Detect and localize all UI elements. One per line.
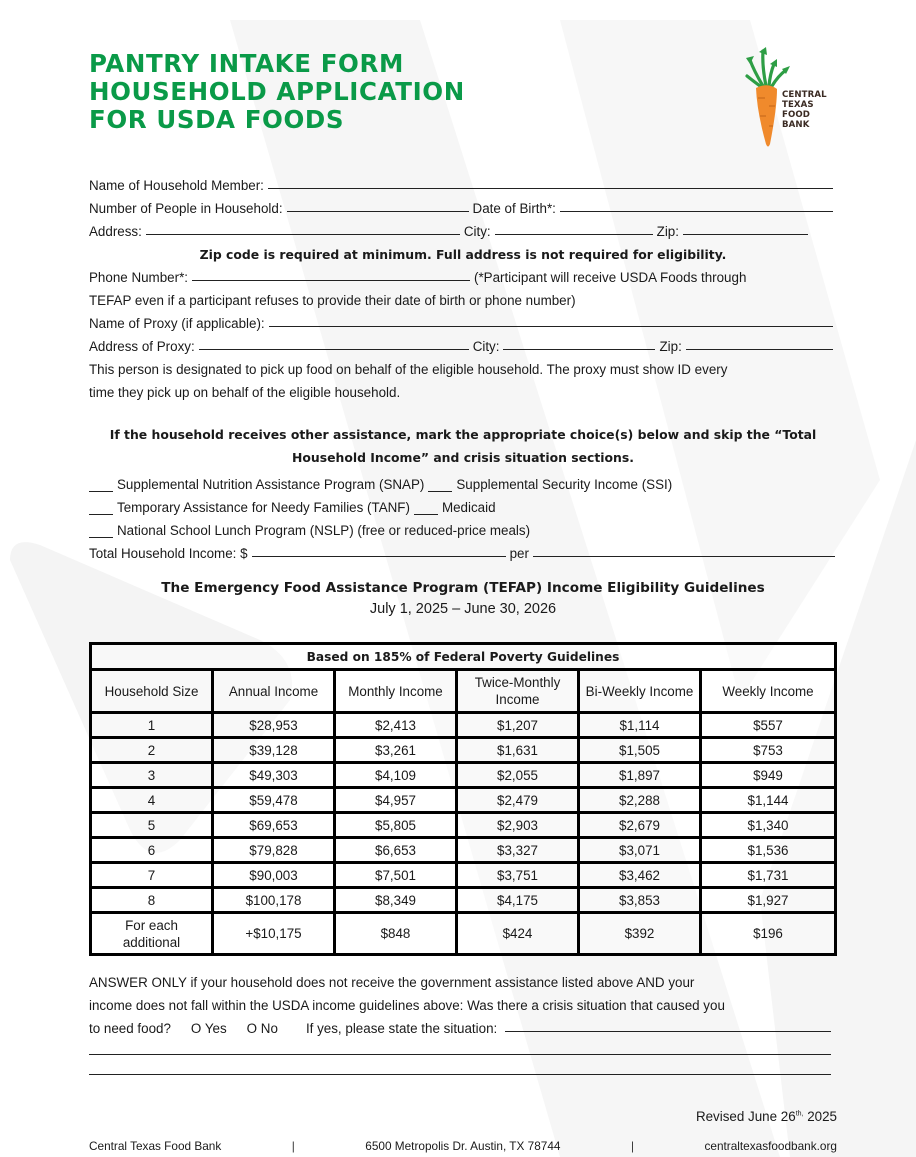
address-label: Address: — [89, 224, 142, 239]
title-line-1: PANTRY INTAKE FORM — [89, 49, 404, 78]
table-cell: $753 — [701, 738, 836, 763]
column-header: Weekly Income — [701, 670, 836, 713]
title-line-2: HOUSEHOLD APPLICATION — [89, 77, 465, 106]
address-row — [89, 216, 837, 239]
household-member-row — [89, 170, 837, 193]
proxy-address-row — [89, 331, 837, 354]
proxy-city-label: City: — [472, 339, 500, 354]
logo-text-line: TEXAS — [782, 100, 814, 110]
table-cell: For each additional — [91, 913, 213, 955]
guidelines-title: The Emergency Food Assistance Program (TEFAP) Income Eligibility Guidelines — [161, 580, 765, 596]
table-cell: $3,071 — [579, 838, 701, 863]
table-cell: $49,303 — [213, 763, 335, 788]
table-header-row — [91, 670, 836, 713]
income-period-field[interactable] — [533, 556, 835, 557]
table-cell: $1,631 — [457, 738, 579, 763]
table-cell: $424 — [457, 913, 579, 955]
table-row — [91, 738, 836, 763]
table-cell: $1,897 — [579, 763, 701, 788]
proxy-address-label: Address of Proxy: — [89, 339, 195, 354]
page-title — [89, 50, 465, 134]
table-cell: $2,288 — [579, 788, 701, 813]
table-cell: $3,751 — [457, 863, 579, 888]
table-cell: 2 — [91, 738, 213, 763]
phone-field[interactable] — [192, 280, 470, 281]
revised-sup: th, — [795, 1110, 804, 1118]
table-cell: $28,953 — [213, 713, 335, 738]
proxy-name-row — [89, 308, 837, 331]
people-dob-row — [89, 193, 837, 216]
revised-year: 2025 — [803, 1109, 837, 1124]
table-cell: $4,109 — [335, 763, 457, 788]
table-row — [91, 838, 836, 863]
medicaid-label: Medicaid — [441, 500, 496, 515]
situation-line-2[interactable] — [89, 1054, 831, 1055]
table-cell: $1,114 — [579, 713, 701, 738]
footer-separator: | — [630, 1139, 635, 1153]
phone-label: Phone Number*: — [89, 270, 188, 285]
table-row — [91, 888, 836, 913]
nslp-checkbox-blank[interactable] — [89, 536, 113, 538]
logo-text-line: BANK — [782, 120, 810, 130]
table-cell: $2,679 — [579, 813, 701, 838]
phone-note: (*Participant will receive USDA Foods through — [474, 270, 747, 285]
assistance-row-3 — [89, 515, 837, 538]
assistance-heading — [89, 423, 837, 469]
assistance-heading-line-2: Household Income” and crisis situation sections. — [292, 450, 634, 465]
table-cell: $2,055 — [457, 763, 579, 788]
column-header: Household Size — [91, 670, 213, 713]
table-cell: 7 — [91, 863, 213, 888]
zip-note: Zip code is required at minimum. Full address is not required for eligibility. — [199, 247, 727, 262]
address-field[interactable] — [146, 234, 460, 235]
snap-label: Supplemental Nutrition Assistance Program (SNAP) — [117, 477, 425, 492]
table-cell: $59,478 — [213, 788, 335, 813]
medicaid-checkbox-blank[interactable] — [414, 513, 438, 515]
household-member-label: Name of Household Member: — [89, 178, 264, 193]
table-cell: $3,462 — [579, 863, 701, 888]
no-radio[interactable]: O No — [246, 1021, 278, 1036]
table-cell: $1,731 — [701, 863, 836, 888]
table-row — [91, 788, 836, 813]
situation-label: If yes, please state the situation: — [305, 1021, 498, 1036]
table-cell: $39,128 — [213, 738, 335, 763]
guidelines-dates: July 1, 2025 – June 30, 2026 — [369, 601, 557, 617]
proxy-city-field[interactable] — [503, 349, 655, 350]
table-cell: $79,828 — [213, 838, 335, 863]
household-income-label: Total Household Income: $ — [89, 546, 248, 561]
zip-label: Zip: — [656, 224, 679, 239]
column-header: Bi-Weekly Income — [579, 670, 701, 713]
table-cell: 6 — [91, 838, 213, 863]
table-caption: Based on 185% of Federal Poverty Guidelines — [91, 644, 836, 670]
table-row — [91, 713, 836, 738]
people-in-household-field[interactable] — [287, 211, 469, 212]
table-cell: $7,501 — [335, 863, 457, 888]
table-cell: $1,144 — [701, 788, 836, 813]
people-in-household-label: Number of People in Household: — [89, 201, 283, 216]
table-cell: $1,927 — [701, 888, 836, 913]
column-header: Monthly Income — [335, 670, 457, 713]
situation-field[interactable] — [505, 1031, 831, 1032]
proxy-zip-label: Zip: — [659, 339, 682, 354]
crisis-question: to need food? — [89, 1021, 171, 1036]
yes-radio[interactable]: O Yes — [190, 1021, 227, 1036]
household-income-field[interactable] — [252, 556, 506, 557]
table-cell: $392 — [579, 913, 701, 955]
food-bank-logo — [744, 46, 844, 150]
table-cell: $949 — [701, 763, 836, 788]
per-label: per — [509, 546, 529, 561]
proxy-zip-field[interactable] — [686, 349, 833, 350]
crisis-question-row — [89, 1013, 837, 1036]
table-cell: $3,853 — [579, 888, 701, 913]
household-info-section — [89, 170, 837, 561]
table-cell: $1,340 — [701, 813, 836, 838]
proxy-note-line-1: This person is designated to pick up food on behalf of the eligible household. The proxy must show ID every — [89, 362, 728, 377]
situation-line-3[interactable] — [89, 1074, 831, 1075]
footer-address: 6500 Metropolis Dr. Austin, TX 78744 — [365, 1139, 561, 1153]
crisis-line-2: income does not fall within the USDA income guidelines above: Was there a crisis situation that caused you — [89, 998, 725, 1013]
table-cell: 4 — [91, 788, 213, 813]
household-income-row — [89, 538, 837, 561]
table-cell: $3,327 — [457, 838, 579, 863]
page-footer — [89, 1139, 837, 1153]
table-cell: $557 — [701, 713, 836, 738]
logo-text-line: CENTRAL — [782, 90, 827, 100]
table-cell: $2,903 — [457, 813, 579, 838]
proxy-note-line-2: time they pick up on behalf of the eligible household. — [89, 385, 401, 400]
table-cell: $100,178 — [213, 888, 335, 913]
assistance-row-1 — [89, 469, 837, 492]
table-cell: $90,003 — [213, 863, 335, 888]
table-cell: +$10,175 — [213, 913, 335, 955]
table-row — [91, 813, 836, 838]
footer-org-name: Central Texas Food Bank — [89, 1139, 222, 1153]
phone-note-continued: TEFAP even if a participant refuses to provide their date of birth or phone number) — [89, 293, 576, 308]
table-cell: $2,479 — [457, 788, 579, 813]
table-cell: $6,653 — [335, 838, 457, 863]
table-cell: 3 — [91, 763, 213, 788]
table-row — [91, 913, 836, 955]
table-row — [91, 863, 836, 888]
table-cell: $1,207 — [457, 713, 579, 738]
logo-text — [782, 90, 827, 130]
table-cell: $69,653 — [213, 813, 335, 838]
ssi-checkbox-blank[interactable] — [428, 490, 452, 492]
table-cell: 8 — [91, 888, 213, 913]
ssi-label: Supplemental Security Income (SSI) — [456, 477, 673, 492]
table-cell: $4,957 — [335, 788, 457, 813]
table-cell: 5 — [91, 813, 213, 838]
table-cell: $1,505 — [579, 738, 701, 763]
tanf-label: Temporary Assistance for Needy Families (TANF) — [117, 500, 410, 515]
proxy-address-field[interactable] — [199, 349, 469, 350]
assistance-row-2 — [89, 492, 837, 515]
table-caption-row — [91, 644, 836, 670]
table-cell: $4,175 — [457, 888, 579, 913]
table-cell: $3,261 — [335, 738, 457, 763]
revised-prefix: Revised June 26 — [695, 1109, 796, 1124]
crisis-line-1: ANSWER ONLY if your household does not receive the government assistance listed above AND your — [89, 975, 695, 990]
table-cell: $2,413 — [335, 713, 457, 738]
tanf-checkbox-blank[interactable] — [89, 513, 113, 515]
table-cell: $196 — [701, 913, 836, 955]
section-spacer — [89, 400, 837, 423]
table-cell: $848 — [335, 913, 457, 955]
title-line-3: FOR USDA FOODS — [89, 105, 345, 134]
revision-date — [696, 1109, 837, 1124]
table-cell: 1 — [91, 713, 213, 738]
table-cell: $8,349 — [335, 888, 457, 913]
household-member-field[interactable] — [268, 188, 833, 189]
table-cell: $1,536 — [701, 838, 836, 863]
column-header: Annual Income — [213, 670, 335, 713]
table-cell: $5,805 — [335, 813, 457, 838]
crisis-section — [89, 967, 837, 1075]
proxy-name-field[interactable] — [269, 326, 833, 327]
city-label: City: — [463, 224, 491, 239]
column-header: Twice-Monthly Income — [457, 670, 579, 713]
footer-separator: | — [291, 1139, 295, 1153]
date-of-birth-label: Date of Birth*: — [472, 201, 556, 216]
phone-row — [89, 262, 837, 285]
table-row — [91, 763, 836, 788]
snap-checkbox-blank[interactable] — [89, 490, 113, 492]
proxy-name-label: Name of Proxy (if applicable): — [89, 316, 265, 331]
footer-website[interactable]: centraltexasfoodbank.org — [704, 1139, 837, 1153]
logo-text-line: FOOD — [782, 110, 811, 120]
nslp-label: National School Lunch Program (NSLP) (free or reduced-price meals) — [117, 523, 531, 538]
city-field[interactable] — [495, 234, 653, 235]
assistance-heading-line-1: If the household receives other assistance, mark the appropriate choice(s) below and skip the “Total — [109, 427, 817, 442]
zip-field[interactable] — [683, 234, 808, 235]
date-of-birth-field[interactable] — [560, 211, 833, 212]
income-eligibility-table — [89, 642, 837, 956]
